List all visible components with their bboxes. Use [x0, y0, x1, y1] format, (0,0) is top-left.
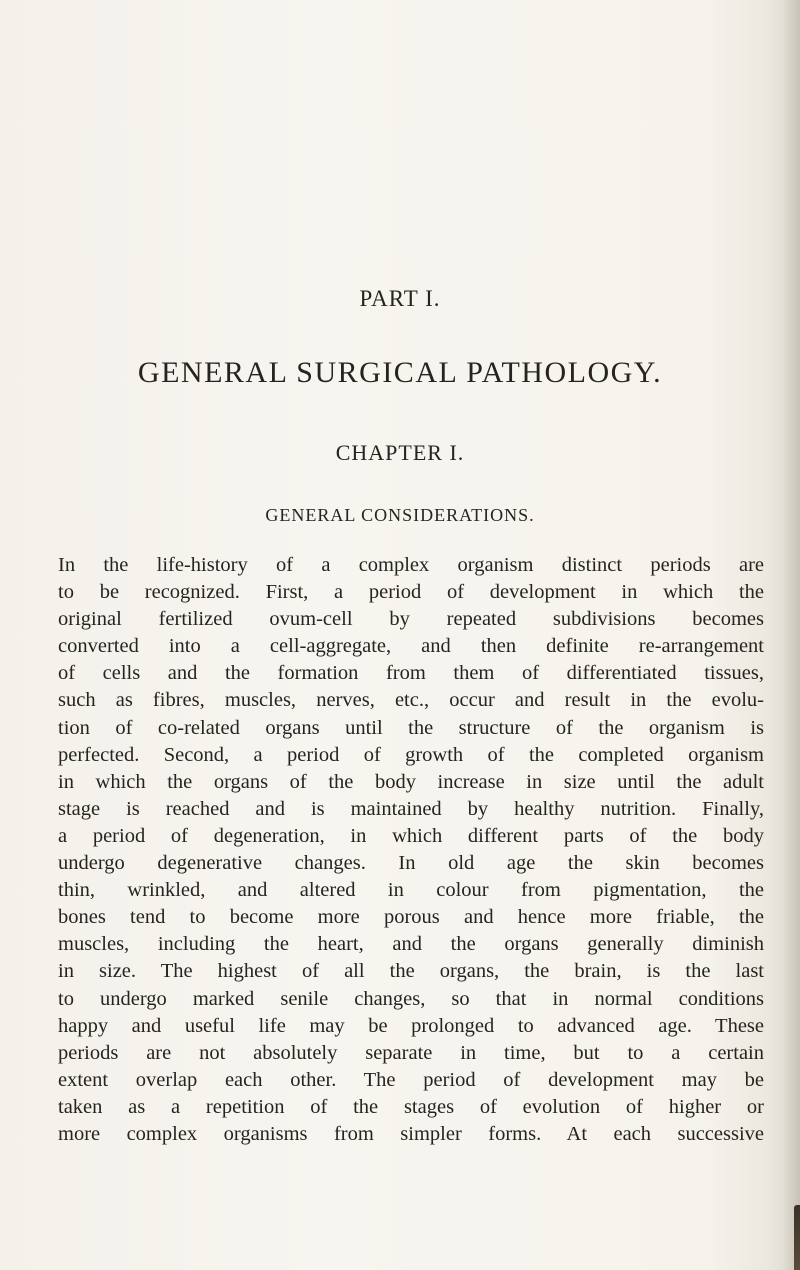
- text-line: such as fibres, muscles, nerves, etc., occur and result in the evolu-: [58, 689, 764, 712]
- text-line: original fertilized ovum-cell by repeated subdivisions becomes: [58, 608, 764, 631]
- text-line: periods are not absolutely separate in time, but to a certain: [58, 1041, 764, 1064]
- text-line: taken as a repetition of the stages of evolution of higher or: [58, 1095, 764, 1118]
- text-line: thin, wrinkled, and altered in colour from pigmentation, the: [58, 879, 764, 902]
- text-line: in which the organs of the body increase in size until the adult: [58, 770, 764, 793]
- page-edge-mark: [794, 1205, 800, 1270]
- text-line: In the life-history of a complex organism distinct periods are: [58, 554, 764, 576]
- text-line: converted into a cell-aggregate, and then definite re-arrangement: [58, 635, 764, 658]
- text-line: perfected. Second, a period of growth of the completed organism: [58, 743, 764, 766]
- text-line: stage is reached and is maintained by healthy nutrition. Finally,: [58, 797, 764, 820]
- part-heading: PART I.: [359, 286, 441, 311]
- page-edge-shadow: [782, 0, 800, 1270]
- text-line: happy and useful life may be prolonged to advanced age. These: [58, 1014, 764, 1037]
- text-line: undergo degenerative changes. In old age the skin becomes: [58, 852, 764, 875]
- text-line: more complex organisms from simpler forms. At each successive: [58, 1122, 764, 1145]
- text-line: muscles, including the heart, and the organs generally diminish: [58, 933, 764, 956]
- section-heading: GENERAL CONSIDERATIONS.: [265, 505, 535, 525]
- text-line: in size. The highest of all the organs, the brain, is the last: [58, 960, 764, 983]
- text-line: to be recognized. First, a period of development in which the: [58, 581, 764, 604]
- book-section-title: GENERAL SURGICAL PATHOLOGY.: [137, 356, 663, 389]
- text-line: a period of degeneration, in which different parts of the body: [58, 824, 764, 847]
- text-line: of cells and the formation from them of differentiated tissues,: [58, 662, 764, 685]
- body-paragraph: [58, 552, 764, 1148]
- chapter-heading: CHAPTER I.: [335, 440, 465, 465]
- text-line: to undergo marked senile changes, so that in normal conditions: [58, 987, 764, 1010]
- text-line: tion of co-related organs until the structure of the organism is: [58, 716, 764, 739]
- text-line: extent overlap each other. The period of development may be: [58, 1068, 764, 1091]
- text-line: bones tend to become more porous and hence more friable, the: [58, 906, 764, 929]
